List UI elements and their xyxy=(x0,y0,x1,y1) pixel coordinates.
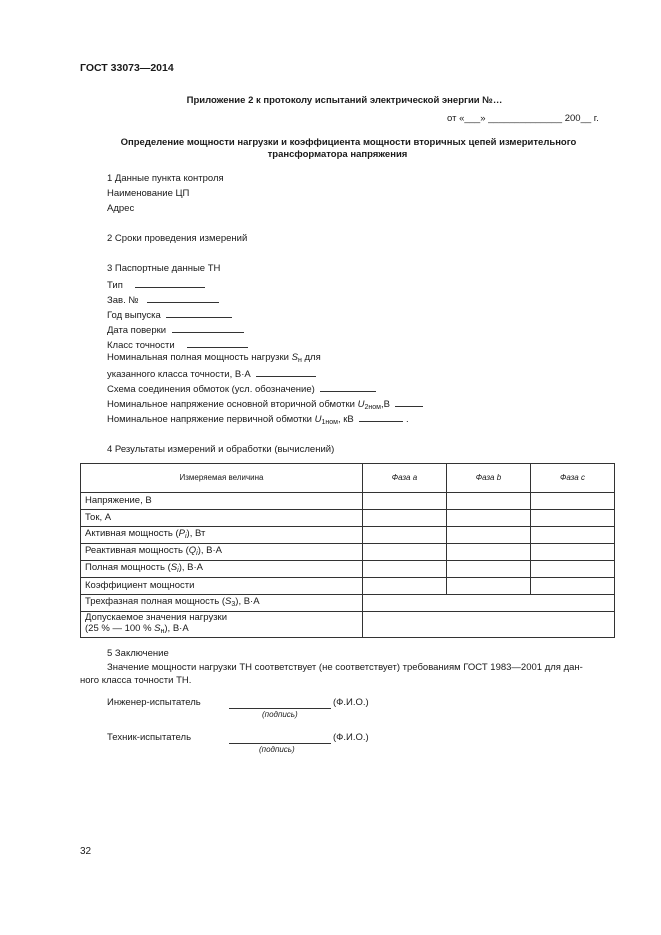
year-field xyxy=(107,308,232,321)
table-row xyxy=(81,612,615,638)
cell-pf-a[interactable] xyxy=(363,578,447,595)
table-row xyxy=(81,578,615,595)
row-power-factor-label: Коэффициент мощности xyxy=(81,578,363,595)
cell-pf-c[interactable] xyxy=(531,578,615,595)
section2-heading: 2 Сроки проведения измерений xyxy=(107,233,248,244)
col-header-phase-a: Фаза a xyxy=(363,464,447,493)
col-header-quantity: Измеряемая величина xyxy=(81,464,363,493)
verify-date-label: Дата поверки xyxy=(107,325,167,336)
accuracy-label: Класс точности xyxy=(107,340,175,351)
cp-name-label: Наименование ЦП xyxy=(107,188,190,199)
section5-heading: 5 Заключение xyxy=(107,648,169,659)
results-table xyxy=(80,463,615,638)
cell-current-b[interactable] xyxy=(447,510,531,527)
cell-active-a[interactable] xyxy=(363,527,447,544)
cell-voltage-a[interactable] xyxy=(363,493,447,510)
engineer-signature-line[interactable] xyxy=(229,708,331,709)
section4-heading: 4 Результаты измерений и обработки (вычислений) xyxy=(107,444,335,455)
technician-fio: (Ф.И.О.) xyxy=(333,732,369,743)
cell-reactive-b[interactable] xyxy=(447,544,531,561)
cell-reactive-a[interactable] xyxy=(363,544,447,561)
standard-header: ГОСТ 33073—2014 xyxy=(80,62,174,74)
u2-blank[interactable] xyxy=(395,397,423,407)
date-line: от «___» ______________ 200__ г. xyxy=(447,113,599,124)
technician-role: Техник-испытатель xyxy=(107,732,192,743)
serial-blank[interactable] xyxy=(147,293,219,303)
nominal-power-line1: Номинальная полная мощность нагрузки $S_н$ для xyxy=(107,352,321,364)
conclusion-line2: ного класса точности ТН. xyxy=(80,675,192,686)
page-number: 32 xyxy=(80,846,92,857)
doc-title-line1: Определение мощности нагрузки и коэффициента мощности вторичных цепей измерительного xyxy=(120,137,577,148)
cell-current-c[interactable] xyxy=(531,510,615,527)
row-voltage-label: Напряжение, В xyxy=(81,493,363,510)
table-row xyxy=(81,510,615,527)
cell-active-b[interactable] xyxy=(447,527,531,544)
verify-date-field xyxy=(107,323,244,336)
col-header-phase-c: Фаза c xyxy=(531,464,615,493)
appendix-title: Приложение 2 к протоколу испытаний электрической энергии №… xyxy=(186,95,503,106)
table-row xyxy=(81,493,615,510)
address-label: Адрес xyxy=(107,203,135,214)
type-blank[interactable] xyxy=(135,278,205,288)
row-full-power-label: Полная мощность $(S_i)$, В·А xyxy=(81,561,363,578)
row-three-phase-label: Трехфазная полная мощность $(S_3)$, В·А xyxy=(81,595,363,612)
accuracy-blank[interactable] xyxy=(187,338,248,348)
row-current-label: Ток, А xyxy=(81,510,363,527)
u1-field: Номинальное напряжение первичной обмотки $U_{1ном}$, кВ . xyxy=(107,414,409,426)
cell-active-c[interactable] xyxy=(531,527,615,544)
cell-current-a[interactable] xyxy=(363,510,447,527)
verify-date-blank[interactable] xyxy=(172,323,244,333)
year-label: Год выпуска xyxy=(107,310,161,321)
row-allowed-label: Допускаемое значения нагрузки (25 % — 100 % $S_н$), В·А xyxy=(81,612,363,638)
serial-label: Зав. № xyxy=(107,295,139,306)
engineer-role: Инженер-испытатель xyxy=(107,697,201,708)
table-row xyxy=(81,527,615,544)
cell-voltage-b[interactable] xyxy=(447,493,531,510)
row-reactive-power-label: Реактивная мощность $(Q_i)$, В·А xyxy=(81,544,363,561)
table-header-row xyxy=(81,464,615,493)
table-row xyxy=(81,544,615,561)
u1-blank[interactable] xyxy=(359,412,403,422)
table-row xyxy=(81,595,615,612)
scheme-blank[interactable] xyxy=(320,382,376,392)
table-row xyxy=(81,561,615,578)
cell-reactive-c[interactable] xyxy=(531,544,615,561)
conclusion-line1: Значение мощности нагрузки ТН соответствует (не соответствует) требованиям ГОСТ 1983—2001 для дан- xyxy=(107,662,583,673)
cell-allowed[interactable] xyxy=(363,612,615,638)
technician-signature-caption: (подпись) xyxy=(259,745,295,754)
col-header-phase-b: Фаза b xyxy=(447,464,531,493)
cell-voltage-c[interactable] xyxy=(531,493,615,510)
section3-heading: 3 Паспортные данные ТН xyxy=(107,263,221,274)
accuracy-field xyxy=(107,338,248,351)
cell-full-a[interactable] xyxy=(363,561,447,578)
nominal-power-blank[interactable] xyxy=(256,367,316,377)
year-blank[interactable] xyxy=(166,308,232,318)
type-field xyxy=(107,278,205,291)
doc-title-line2: трансформатора напряжения xyxy=(267,149,408,160)
technician-signature-line[interactable] xyxy=(229,743,331,744)
cell-full-c[interactable] xyxy=(531,561,615,578)
row-active-power-label: Активная мощность $(P_i)$, Вт xyxy=(81,527,363,544)
cell-full-b[interactable] xyxy=(447,561,531,578)
u2-field: Номинальное напряжение основной вторичной обмотки $U_{2ном},В$ xyxy=(107,397,423,412)
cell-pf-b[interactable] xyxy=(447,578,531,595)
section1-heading: 1 Данные пункта контроля xyxy=(107,173,224,184)
serial-field xyxy=(107,293,219,306)
engineer-fio: (Ф.И.О.) xyxy=(333,697,369,708)
type-label: Тип xyxy=(107,280,123,291)
nominal-power-line2: указанного класса точности, В·А xyxy=(107,367,316,380)
engineer-signature-caption: (подпись) xyxy=(262,710,298,719)
cell-three-phase[interactable] xyxy=(363,595,615,612)
scheme-field: Схема соединения обмоток (усл. обозначение) xyxy=(107,382,376,395)
